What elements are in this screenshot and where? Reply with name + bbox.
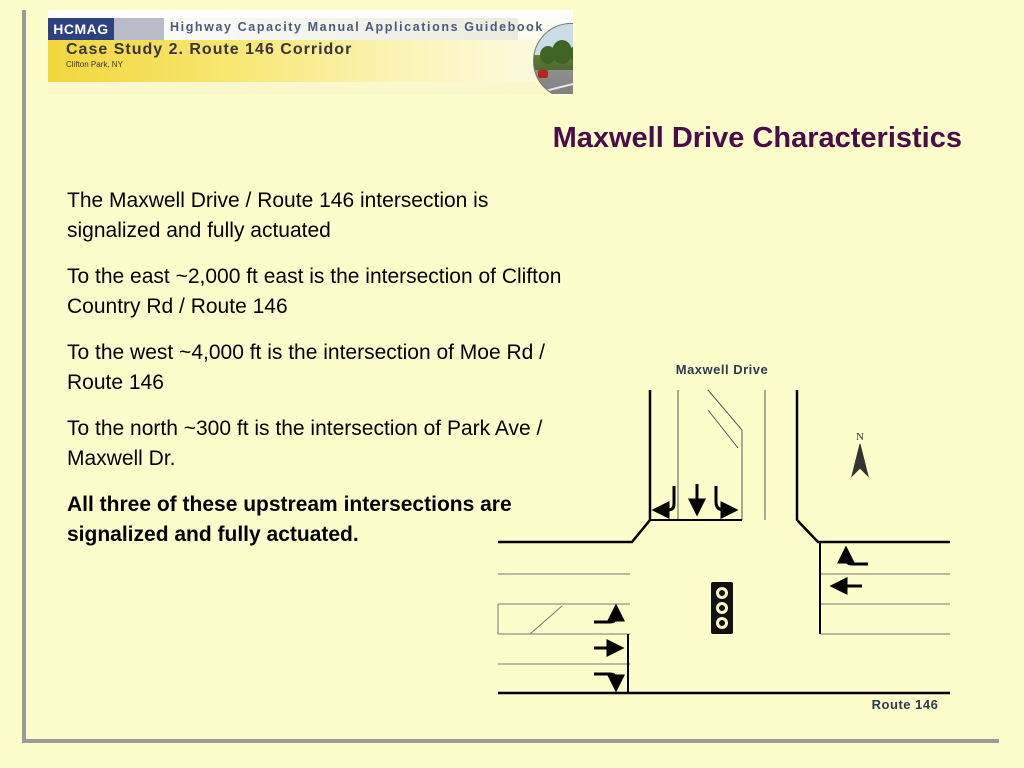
guidebook-title: Highway Capacity Manual Applications Guidebook xyxy=(170,20,544,34)
hcmag-logo: HCMAG xyxy=(48,18,114,40)
paragraph-intersection: The Maxwell Drive / Route 146 intersection is signalized and fully actuated xyxy=(67,189,489,242)
east-approach-lane-lines xyxy=(820,574,950,634)
east-approach-arrows xyxy=(834,550,868,586)
paragraph-north: To the north ~300 ft is the intersection of Park Ave / Maxwell Dr. xyxy=(67,417,543,470)
west-approach-arrows xyxy=(594,608,620,688)
photo-road-line xyxy=(546,78,573,91)
slide-frame-left xyxy=(22,10,26,743)
north-arrow-icon xyxy=(852,431,868,476)
header-banner xyxy=(48,10,573,94)
svg-text:N: N xyxy=(856,431,864,443)
photo-car xyxy=(538,70,548,78)
photo-tree xyxy=(552,40,572,64)
intersection-diagram xyxy=(490,352,960,727)
case-study-title: Case Study 2. Route 146 Corridor xyxy=(66,41,353,58)
paragraph-summary: All three of these upstream intersections are signalized and fully actuated. xyxy=(67,493,512,546)
maxwell-drive-label: Maxwell Drive xyxy=(675,362,769,377)
logo-tail xyxy=(114,18,164,40)
north-approach-lane-lines xyxy=(650,390,765,520)
paragraph-west: To the west ~4,000 ft is the intersection of Moe Rd / Route 146 xyxy=(67,341,546,394)
west-approach-lane-lines xyxy=(498,574,630,664)
slide-frame-bottom xyxy=(22,739,999,743)
north-approach-arrows xyxy=(656,484,734,512)
route-146-label: Route 146 xyxy=(871,697,939,712)
slide-title: Maxwell Drive Characteristics xyxy=(552,122,962,154)
paragraph-east: To the east ~2,000 ft east is the intersection of Clifton Country Rd / Route 146 xyxy=(67,265,562,318)
case-study-location: Clifton Park, NY xyxy=(66,60,123,69)
traffic-signal-icon xyxy=(711,582,733,634)
